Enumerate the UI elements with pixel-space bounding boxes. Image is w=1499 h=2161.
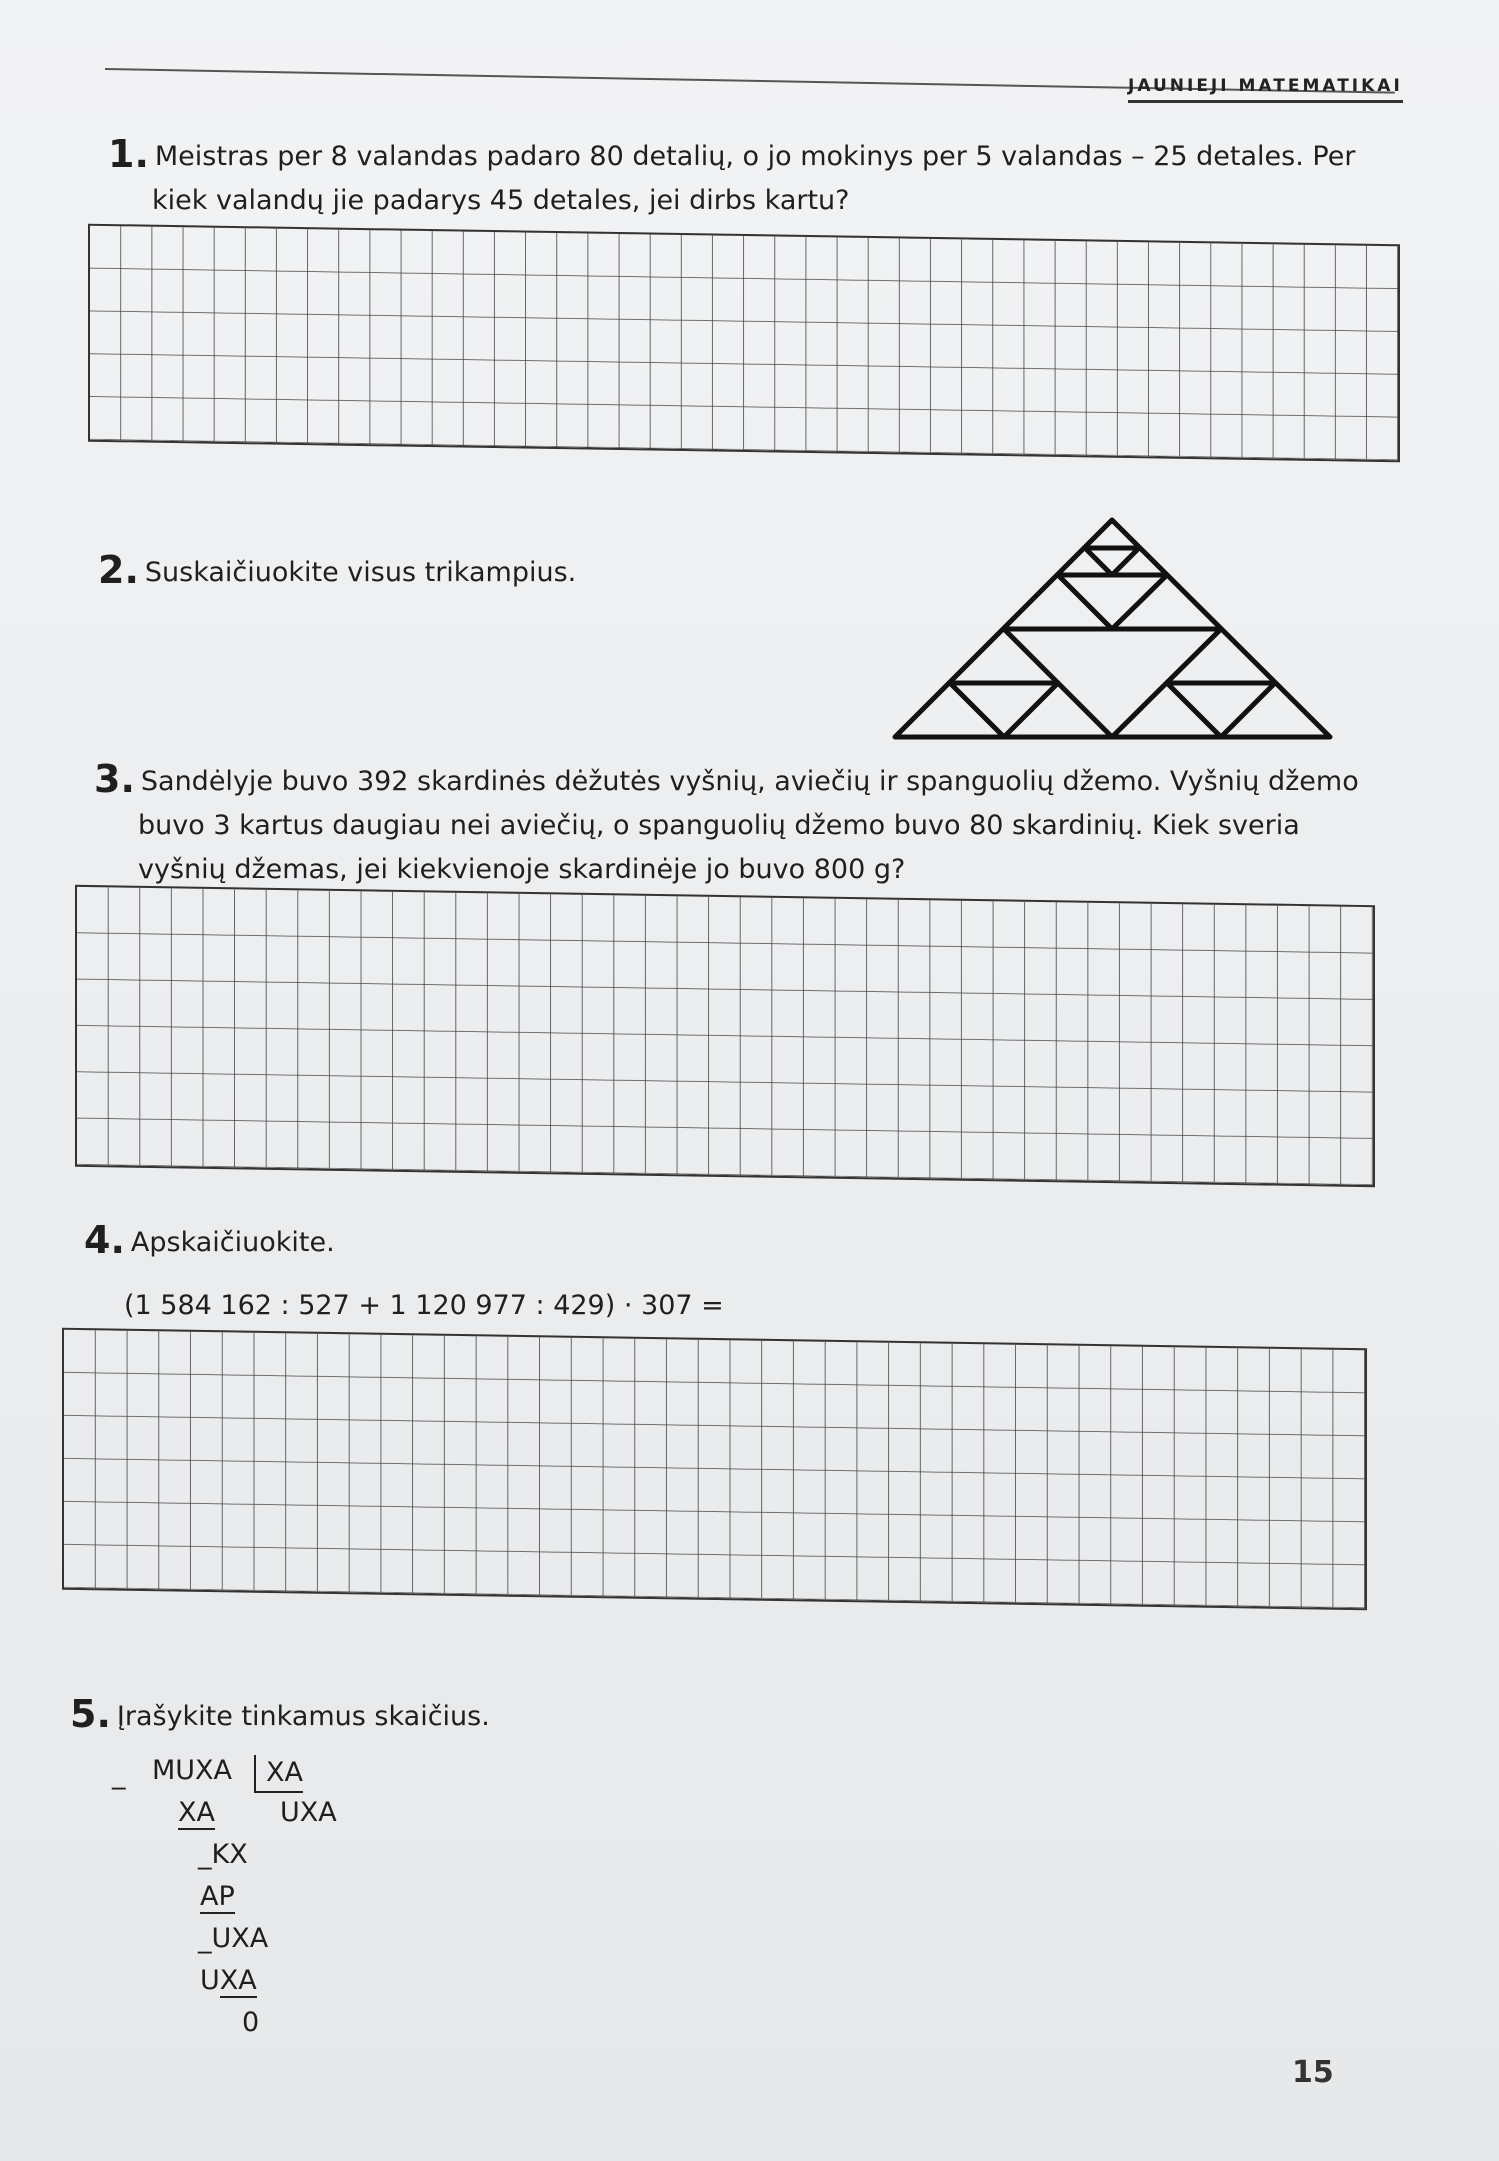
answer-grid-1[interactable] bbox=[88, 224, 1400, 463]
task-2 bbox=[98, 548, 576, 595]
task-1-line-2: kiek valandų jie padarys 45 detales, jei dirbs kartu? bbox=[152, 185, 850, 216]
task-2-text: Suskaičiuokite visus trikampius. bbox=[144, 557, 577, 588]
minus-sign: _ bbox=[112, 1759, 126, 1790]
triangle-figure bbox=[890, 515, 1335, 740]
task-5-text: Įrašykite tinkamus skaičius. bbox=[116, 1701, 490, 1732]
dividend: MUXA bbox=[152, 1755, 233, 1786]
task-4-number: 4. bbox=[84, 1218, 125, 1262]
triangles-drawing bbox=[890, 515, 1335, 740]
divisor[interactable]: XA bbox=[254, 1755, 303, 1793]
division-puzzle bbox=[112, 1755, 372, 2055]
step-2[interactable]: AP bbox=[200, 1881, 235, 1912]
task-4 bbox=[84, 1218, 335, 1265]
task-3-number: 3. bbox=[94, 757, 135, 801]
task-2-number: 2. bbox=[98, 548, 139, 592]
step-3: UXA bbox=[200, 1965, 257, 1996]
page-number: 15 bbox=[1292, 2055, 1334, 2090]
task-1 bbox=[108, 132, 1355, 223]
series-title: JAUNIEJI MATEMATIKAI bbox=[1128, 76, 1403, 103]
remainder-1: _KX bbox=[198, 1839, 248, 1870]
quotient[interactable]: UXA bbox=[280, 1797, 337, 1828]
task-1-line-1: 1. Meistras per 8 valandas padaro 80 detalių, o jo mokinys per 5 valandas – 25 detales. Per bbox=[108, 132, 1356, 176]
grid-lines bbox=[77, 887, 1373, 1185]
task-5-number: 5. bbox=[70, 1692, 111, 1736]
answer-grid-4[interactable] bbox=[62, 1328, 1367, 1611]
step-1[interactable]: XA bbox=[178, 1797, 215, 1828]
remainder-2: _UXA bbox=[198, 1923, 269, 1954]
grid-lines bbox=[90, 226, 1398, 461]
task-4-expression: (1 584 162 : 527 + 1 120 977 : 429) · 307 = bbox=[124, 1290, 724, 1321]
answer-grid-3[interactable] bbox=[75, 885, 1375, 1187]
task-1-number: 1. bbox=[108, 132, 149, 176]
final-remainder: 0 bbox=[242, 2007, 260, 2038]
grid-lines bbox=[64, 1330, 1365, 1608]
task-5 bbox=[70, 1692, 490, 1739]
task-3: 3. Sandėlyje buvo 392 skardinės dėžutės vyšnių, aviečių ir spanguolių džemo. Vyšnių džemo buvo 3 kartus daugiau nei aviečių, o spanguolių džemo buvo 80 skardinių. Kiek sveria vyšnių džemas, jei kiekvienoje skardinėje jo buvo 800 g? bbox=[94, 757, 1359, 885]
task-4-text: Apskaičiuokite. bbox=[130, 1227, 335, 1258]
